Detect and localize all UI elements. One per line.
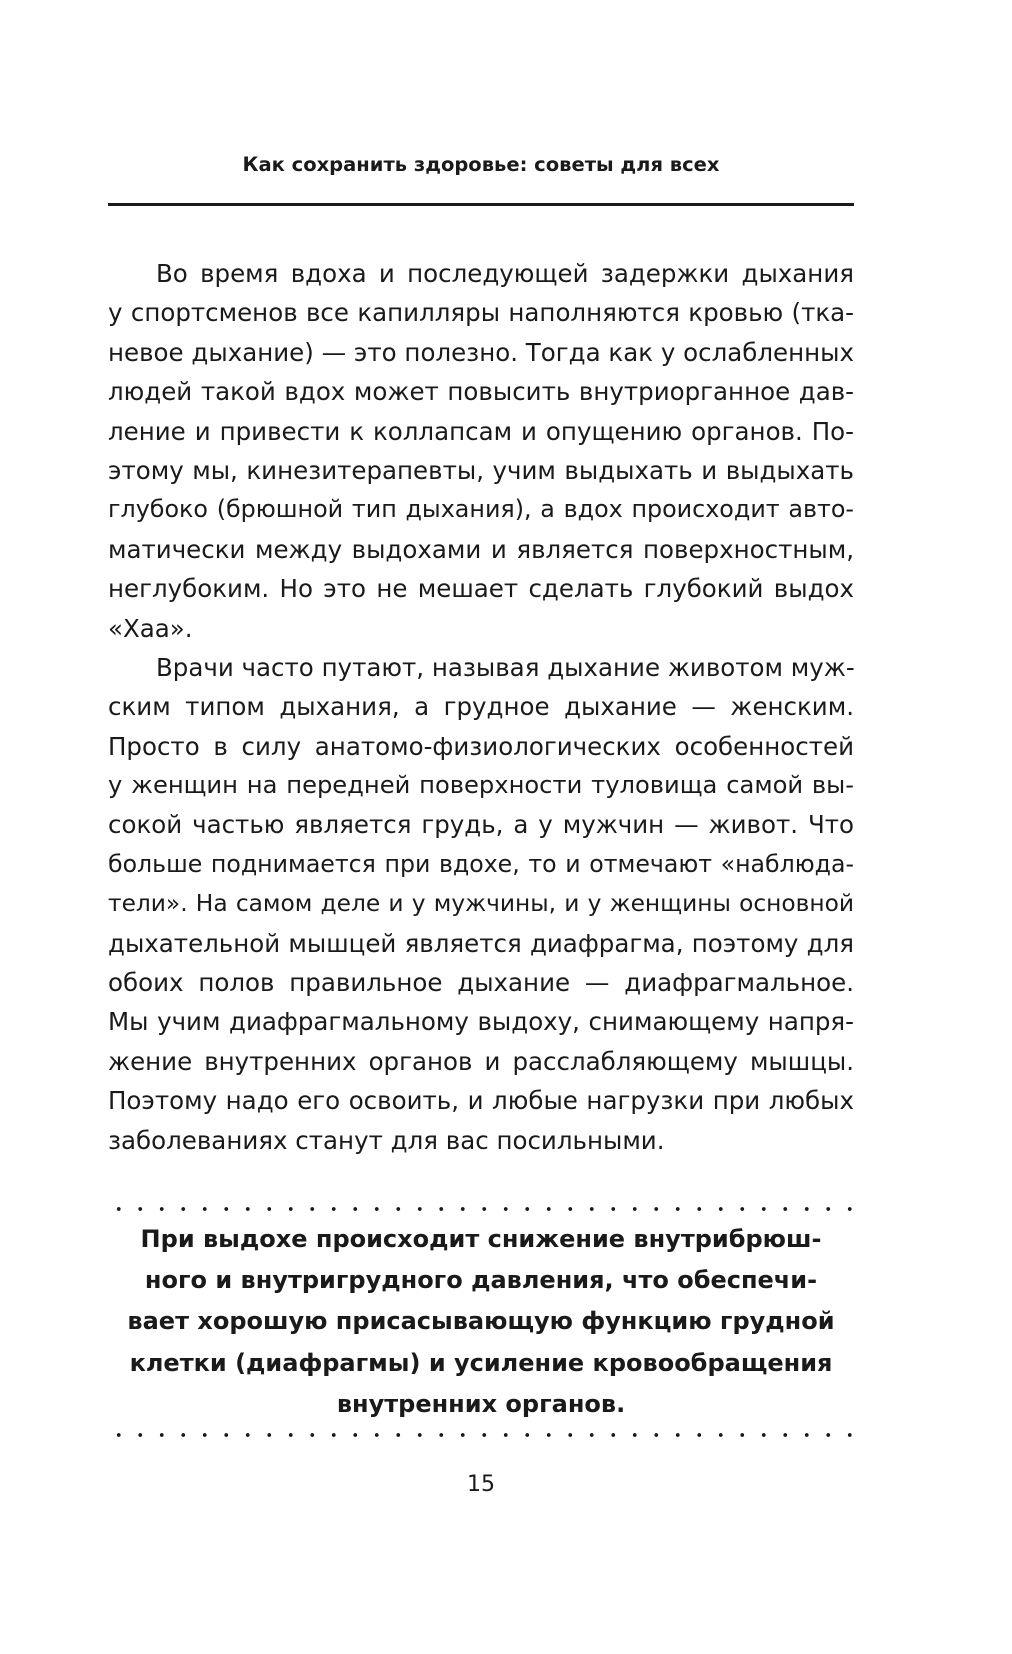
dotted-divider-top (108, 1207, 854, 1211)
text-line: глубоко (брюшной тип дыхания), а вдох происходит авто- (108, 495, 854, 524)
text-line: невое дыхание) — это полезно. Тогда как у ослабленных (108, 337, 854, 367)
callout-line: При выдохе происходит снижение внутрибрюш- (140, 1225, 822, 1253)
body-text (108, 254, 854, 1160)
text-line: Врачи часто путают, называя дыхание животом муж- (156, 652, 855, 682)
header-rule (108, 203, 854, 206)
text-line: у женщин на передней поверхности туловища самой вы- (108, 771, 854, 800)
text-line: сокой частью является грудь, а у мужчин — живот. Что (108, 810, 854, 840)
text-line: Во время вдоха и последующей задержки дыхания (156, 259, 854, 288)
page-number: 15 (467, 1472, 495, 1497)
text-line: ление и привести к коллапсам и опущению органов. По- (108, 416, 854, 446)
text-line: ским типом дыхания, а грудное дыхание — женским. (108, 692, 854, 722)
paragraph-2 (108, 648, 854, 1160)
text-line: Поэтому надо его освоить, и любые нагрузки при любых (108, 1086, 854, 1116)
text-line: неглубоким. Но это не мешает сделать глубокий выдох (108, 574, 854, 604)
text-line: людей такой вдох может повысить внутриорганное дав- (108, 377, 854, 407)
text-line: заболеваниях станут для вас посильными. (108, 1125, 665, 1155)
dotted-divider-bottom (108, 1433, 854, 1437)
text-line: обоих полов правильное дыхание — диафрагмальное. (108, 968, 854, 998)
text-line: жение внутренних органов и расслабляющему мышцы. (108, 1046, 854, 1076)
callout-box (108, 1219, 854, 1425)
running-head: Как сохранить здоровье: советы для всех (242, 153, 720, 176)
paragraph-1 (108, 254, 854, 648)
callout-line: вает хорошую присасывающую функцию грудной (127, 1307, 835, 1336)
text-line: этому мы, кинезитерапевты, учим выдыхать и выдыхать (108, 455, 854, 485)
text-line: дыхательной мышцей является диафрагма, поэтому для (108, 928, 854, 958)
text-line: больше поднимается при вдохе, то и отмечают «наблюда- (108, 849, 854, 878)
callout-line: ного и внутригрудного давления, что обеспечи- (144, 1266, 818, 1295)
callout-line: внутренних органов. (336, 1389, 626, 1418)
text-line: Просто в силу анатомо-физиологических особенностей (108, 731, 854, 761)
callout-line: клетки (диафрагмы) и усиление кровообращения (129, 1348, 833, 1377)
text-line: у спортсменов все капилляры наполняются кровью (тка- (108, 298, 854, 328)
text-line: «Хаа». (108, 613, 193, 643)
text-line: Мы учим диафрагмальному выдоху, снимающему напря- (108, 1007, 854, 1037)
text-line: матически между выдохами и является поверхностным, (108, 534, 854, 564)
text-line: тели». На самом деле и у мужчины, и у женщины основной (108, 890, 854, 918)
